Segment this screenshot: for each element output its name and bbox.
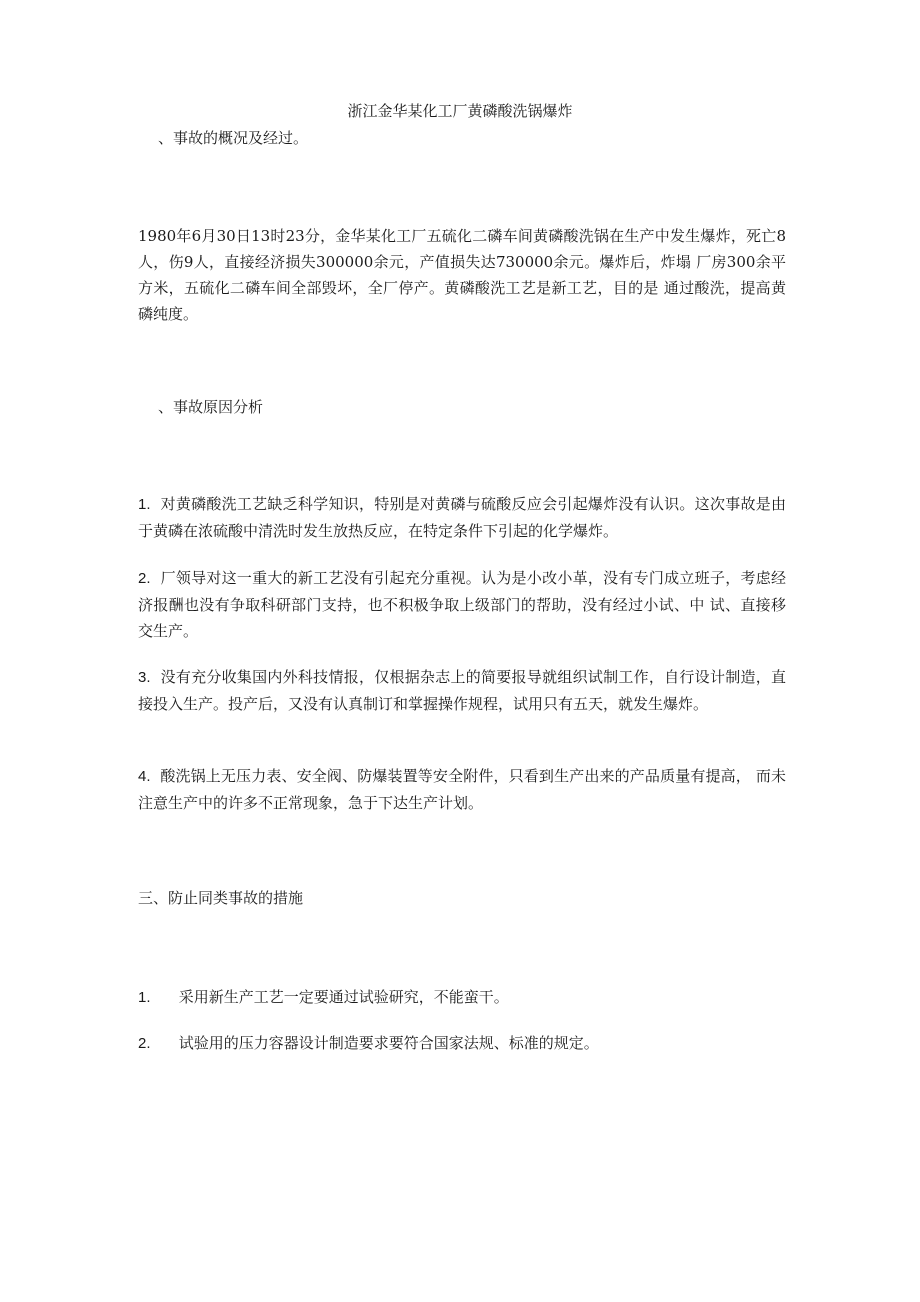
prevention-item-1 <box>138 986 509 1009</box>
prevention-item-2 <box>138 1032 599 1055</box>
prevention-item-text: 采用新生产工艺一定要通过试验研究，不能蛮干。 <box>178 988 509 1006</box>
section-heading-cause: 、事故原因分析 <box>158 398 264 416</box>
overview-paragraph: 1980年6月30日13时23分，金华某化工厂五硫化二磷车间黄磷酸洗锅在生产中发生爆炸，死亡8人，伤9人，直接经济损失300000余元，产值损失达730000余元。爆炸后，炸塌 厂房300余平方米，五硫化二磷车间全部毁坏，全厂停产。黄磷酸洗工艺是新工艺，目的是 通过酸洗，提高黄磷纯度。 <box>138 227 786 323</box>
cause-item-3 <box>138 664 786 717</box>
section-heading-overview: 、事故的概况及经过。 <box>158 129 309 147</box>
cause-item-number: 4. <box>138 768 151 785</box>
cause-item-2 <box>138 565 786 644</box>
cause-item-text: 对黄磷酸洗工艺缺乏科学知识，特别是对黄磷与硫酸反应会引起爆炸没有认识。这次事故是由于黄磷在浓硫酸中清洗时发生放热反应，在特定条件下引起的化学爆炸。 <box>138 495 786 540</box>
section-heading-prevention: 三、防止同类事故的措施 <box>138 889 304 907</box>
document-title: 浙江金华某化工厂黄磷酸洗锅爆炸 <box>347 102 573 120</box>
prevention-item-number: 1. <box>138 989 151 1006</box>
cause-item-number: 2. <box>138 570 151 587</box>
cause-item-number: 1. <box>138 496 151 513</box>
cause-item-number: 3. <box>138 669 151 686</box>
prevention-item-number: 2. <box>138 1035 151 1052</box>
cause-item-1 <box>138 491 786 544</box>
prevention-item-text: 试验用的压力容器设计制造要求要符合国家法规、标准的规定。 <box>178 1034 599 1052</box>
cause-item-text: 酸洗锅上无压力表、安全阀、防爆装置等安全附件，只看到生产出来的产品质量有提高， 而未注意生产中的许多不正常现象，急于下达生产计划。 <box>138 767 786 812</box>
cause-item-text: 没有充分收集国内外科技情报，仅根据杂志上的简要报导就组织试制工作，自行设计制造，直接投入生产。投产后，又没有认真制订和掌握操作规程，试用只有五天，就发生爆炸。 <box>138 668 786 713</box>
cause-item-4 <box>138 763 786 816</box>
cause-item-text: 厂领导对这一重大的新工艺没有引起充分重视。认为是小改小革，没有专门成立班子，考虑经济报酬也没有争取科研部门支持，也不积极争取上级部门的帮助，没有经过小试、中 试、直接移交生产。 <box>138 569 786 640</box>
